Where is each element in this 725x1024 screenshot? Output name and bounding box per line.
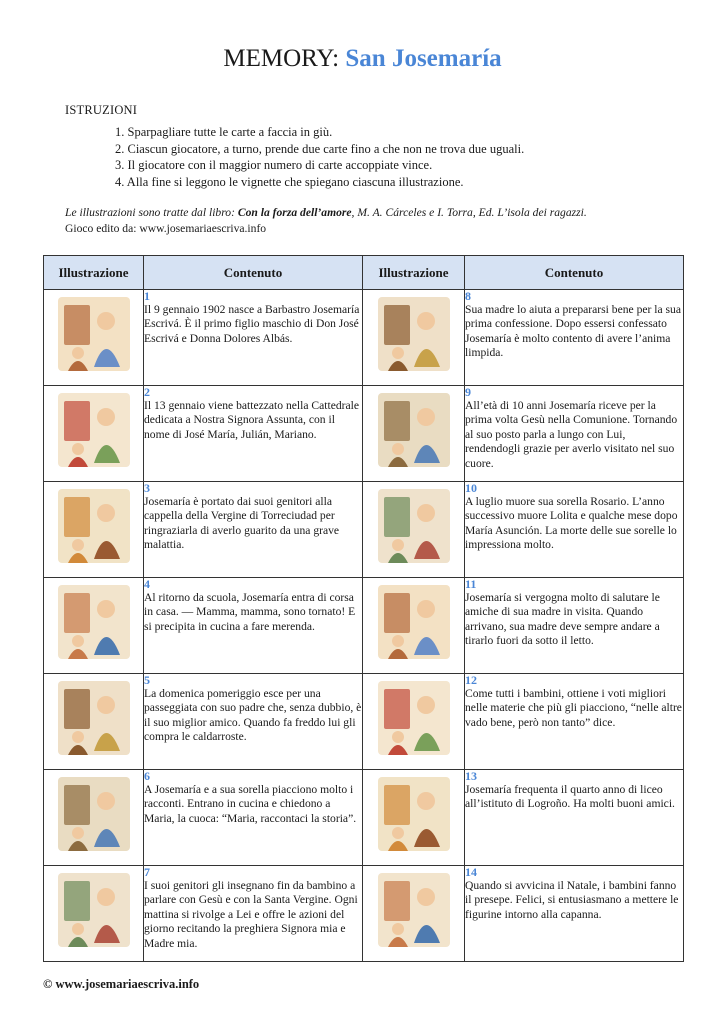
card-number: 7	[144, 865, 150, 879]
vignette-illustration	[374, 387, 454, 471]
illustration-cell	[363, 290, 465, 386]
card-number: 4	[144, 577, 150, 591]
card-description: All’età di 10 anni Josemaría riceve per la prima volta Gesù nella Comunione. Tornando al suo posto parla a lungo con Lui, rendendogli grazie per averlo visitato nel suo cuore.	[465, 398, 678, 470]
card-description: La domenica pomeriggio esce per una passeggiata con suo padre che, senza dubbio, è il suo miglior amico. Quando fa freddo lui gli compra le caldarroste.	[144, 686, 362, 744]
card-number: 5	[144, 673, 150, 687]
card-description: A luglio muore sua sorella Rosario. L’anno successivo muore Lolita e qualche mese dopo María Asunción. La morte delle sue sorelle lo impressiona molto.	[465, 494, 678, 552]
card-number: 12	[465, 673, 477, 687]
credits-line	[65, 205, 587, 221]
vignette-illustration	[374, 675, 454, 759]
illustration-cell	[363, 770, 465, 866]
vignette-illustration	[374, 291, 454, 375]
instructions-list	[115, 124, 524, 190]
card-number: 9	[465, 385, 471, 399]
card-number: 10	[465, 481, 477, 495]
card-number: 3	[144, 481, 150, 495]
footer-copyright: © www.josemariaescriva.info	[43, 977, 200, 991]
illustration-cell	[363, 866, 465, 962]
card-number: 13	[465, 769, 477, 783]
card-number: 2	[144, 385, 150, 399]
table-row	[44, 770, 684, 866]
card-number: 11	[465, 577, 477, 591]
illustration-cell	[363, 386, 465, 482]
header-content-left: Contenuto	[144, 256, 363, 290]
illustration-cell	[44, 770, 144, 866]
content-cell	[144, 578, 363, 674]
content-cell	[144, 866, 363, 962]
card-description: Al ritorno da scuola, Josemaría entra di corsa in casa. — Mamma, mamma, sono tornato! E si precipita in cucina a fare merenda.	[144, 590, 356, 633]
illustration-cell	[44, 290, 144, 386]
card-number: 1	[144, 289, 150, 303]
illustration-cell	[363, 578, 465, 674]
illustration-cell	[44, 578, 144, 674]
header-content-right: Contenuto	[465, 256, 684, 290]
vignette-illustration	[374, 483, 454, 567]
card-description: A Josemaría e a sua sorella piacciono molto i racconti. Entrano in cucina e chiedono a Maria, la cuoca: “Maria, raccontaci la storia”.	[144, 782, 357, 825]
header-illustration-right: Illustrazione	[363, 256, 465, 290]
content-cell	[465, 482, 684, 578]
content-cell	[465, 770, 684, 866]
vignette-illustration	[374, 867, 454, 951]
content-cell	[465, 674, 684, 770]
credits-prefix: Le illustrazioni sono tratte dal libro:	[65, 206, 238, 219]
card-description: Josemaría è portato dai suoi genitori alla cappella della Vergine di Torreciudad per ringraziarla di averlo guarito da una grave malattia.	[144, 494, 340, 552]
table-row	[44, 578, 684, 674]
card-number: 14	[465, 865, 477, 879]
title-accent: San Josemaría	[345, 45, 502, 72]
illustration-cell	[44, 674, 144, 770]
credits-website: Gioco edito da: www.josemariaescriva.info	[65, 222, 267, 235]
content-cell	[144, 770, 363, 866]
instruction-item: 2. Ciascun giocatore, a turno, prende due carte fino a che non ne trova due uguali.	[115, 141, 525, 156]
card-description: Sua madre lo aiuta a prepararsi bene per la sua prima confessione. Dopo essersi confessato Josemaría è molto contento di avere l’anima limpida.	[465, 302, 681, 360]
table-row	[44, 674, 684, 770]
vignette-illustration	[374, 579, 454, 663]
content-cell	[144, 290, 363, 386]
illustration-cell	[363, 674, 465, 770]
memory-table	[43, 255, 684, 962]
credits-suffix: , M. A. Cárceles e I. Torra, Ed. L’isola dei ragazzi.	[351, 206, 587, 219]
table-row	[44, 386, 684, 482]
page-title	[0, 44, 725, 74]
content-cell	[465, 578, 684, 674]
content-cell	[465, 386, 684, 482]
illustration-cell	[44, 482, 144, 578]
vignette-illustration	[54, 867, 134, 951]
table-row	[44, 482, 684, 578]
card-description: Josemaría si vergogna molto di salutare le amiche di sua madre in visita. Quando arrivano, sua madre deve sempre andare a tirarlo fuori da sotto il letto.	[465, 590, 660, 648]
content-cell	[144, 386, 363, 482]
instructions-heading: ISTRUZIONI	[65, 103, 138, 117]
instruction-item: 1. Sparpagliare tutte le carte a faccia in giù.	[115, 125, 333, 139]
card-description: Come tutti i bambini, ottiene i voti migliori nelle materie che più gli piacciono, “nelle altre vado bene, però non tanto” dice.	[465, 686, 682, 729]
illustration-cell	[363, 482, 465, 578]
credits	[65, 205, 587, 237]
table-row	[44, 866, 684, 962]
card-description: Quando si avvicina il Natale, i bambini fanno il presepe. Felici, si entusiasmano a mettere le figurine intorno alla capanna.	[465, 878, 679, 921]
content-cell	[144, 482, 363, 578]
card-description: Il 9 gennaio 1902 nasce a Barbastro Josemaría Escrivá. È il primo figlio maschio di Don José Escrivá e Donna Dolores Albás.	[144, 302, 360, 345]
vignette-illustration	[54, 387, 134, 471]
content-cell	[465, 866, 684, 962]
content-cell	[144, 674, 363, 770]
card-description: I suoi genitori gli insegnano fin da bambino a parlare con Gesù e con la Santa Vergine. Ogni mattina si rivolge a Lei e offre le azioni del giorno recitando la preghiera Signora mia e Madre mia.	[144, 878, 358, 950]
illustration-cell	[44, 866, 144, 962]
vignette-illustration	[374, 771, 454, 855]
header-illustration-left: Illustrazione	[44, 256, 144, 290]
content-cell	[465, 290, 684, 386]
table-row	[44, 290, 684, 386]
vignette-illustration	[54, 579, 134, 663]
card-number: 8	[465, 289, 471, 303]
title-main: MEMORY:	[223, 45, 340, 72]
vignette-illustration	[54, 291, 134, 375]
vignette-illustration	[54, 771, 134, 855]
card-number: 6	[144, 769, 150, 783]
table-header-row	[44, 256, 684, 290]
book-title: Con la forza dell’amore	[237, 206, 352, 219]
card-description: Il 13 gennaio viene battezzato nella Cattedrale dedicata a Nostra Signora Assunta, con il nome di José María, Julián, Mariano.	[144, 398, 360, 441]
card-description: Josemaría frequenta il quarto anno di liceo all’istituto di Logroño. Ha molti buoni amici.	[465, 782, 675, 811]
instruction-item: 3. Il giocatore con il maggior numero di carte accoppiate vince.	[115, 158, 433, 172]
instruction-item: 4. Alla fine si leggono le vignette che spiegano ciascuna illustrazione.	[115, 174, 464, 189]
vignette-illustration	[54, 483, 134, 567]
illustration-cell	[44, 386, 144, 482]
vignette-illustration	[54, 675, 134, 759]
